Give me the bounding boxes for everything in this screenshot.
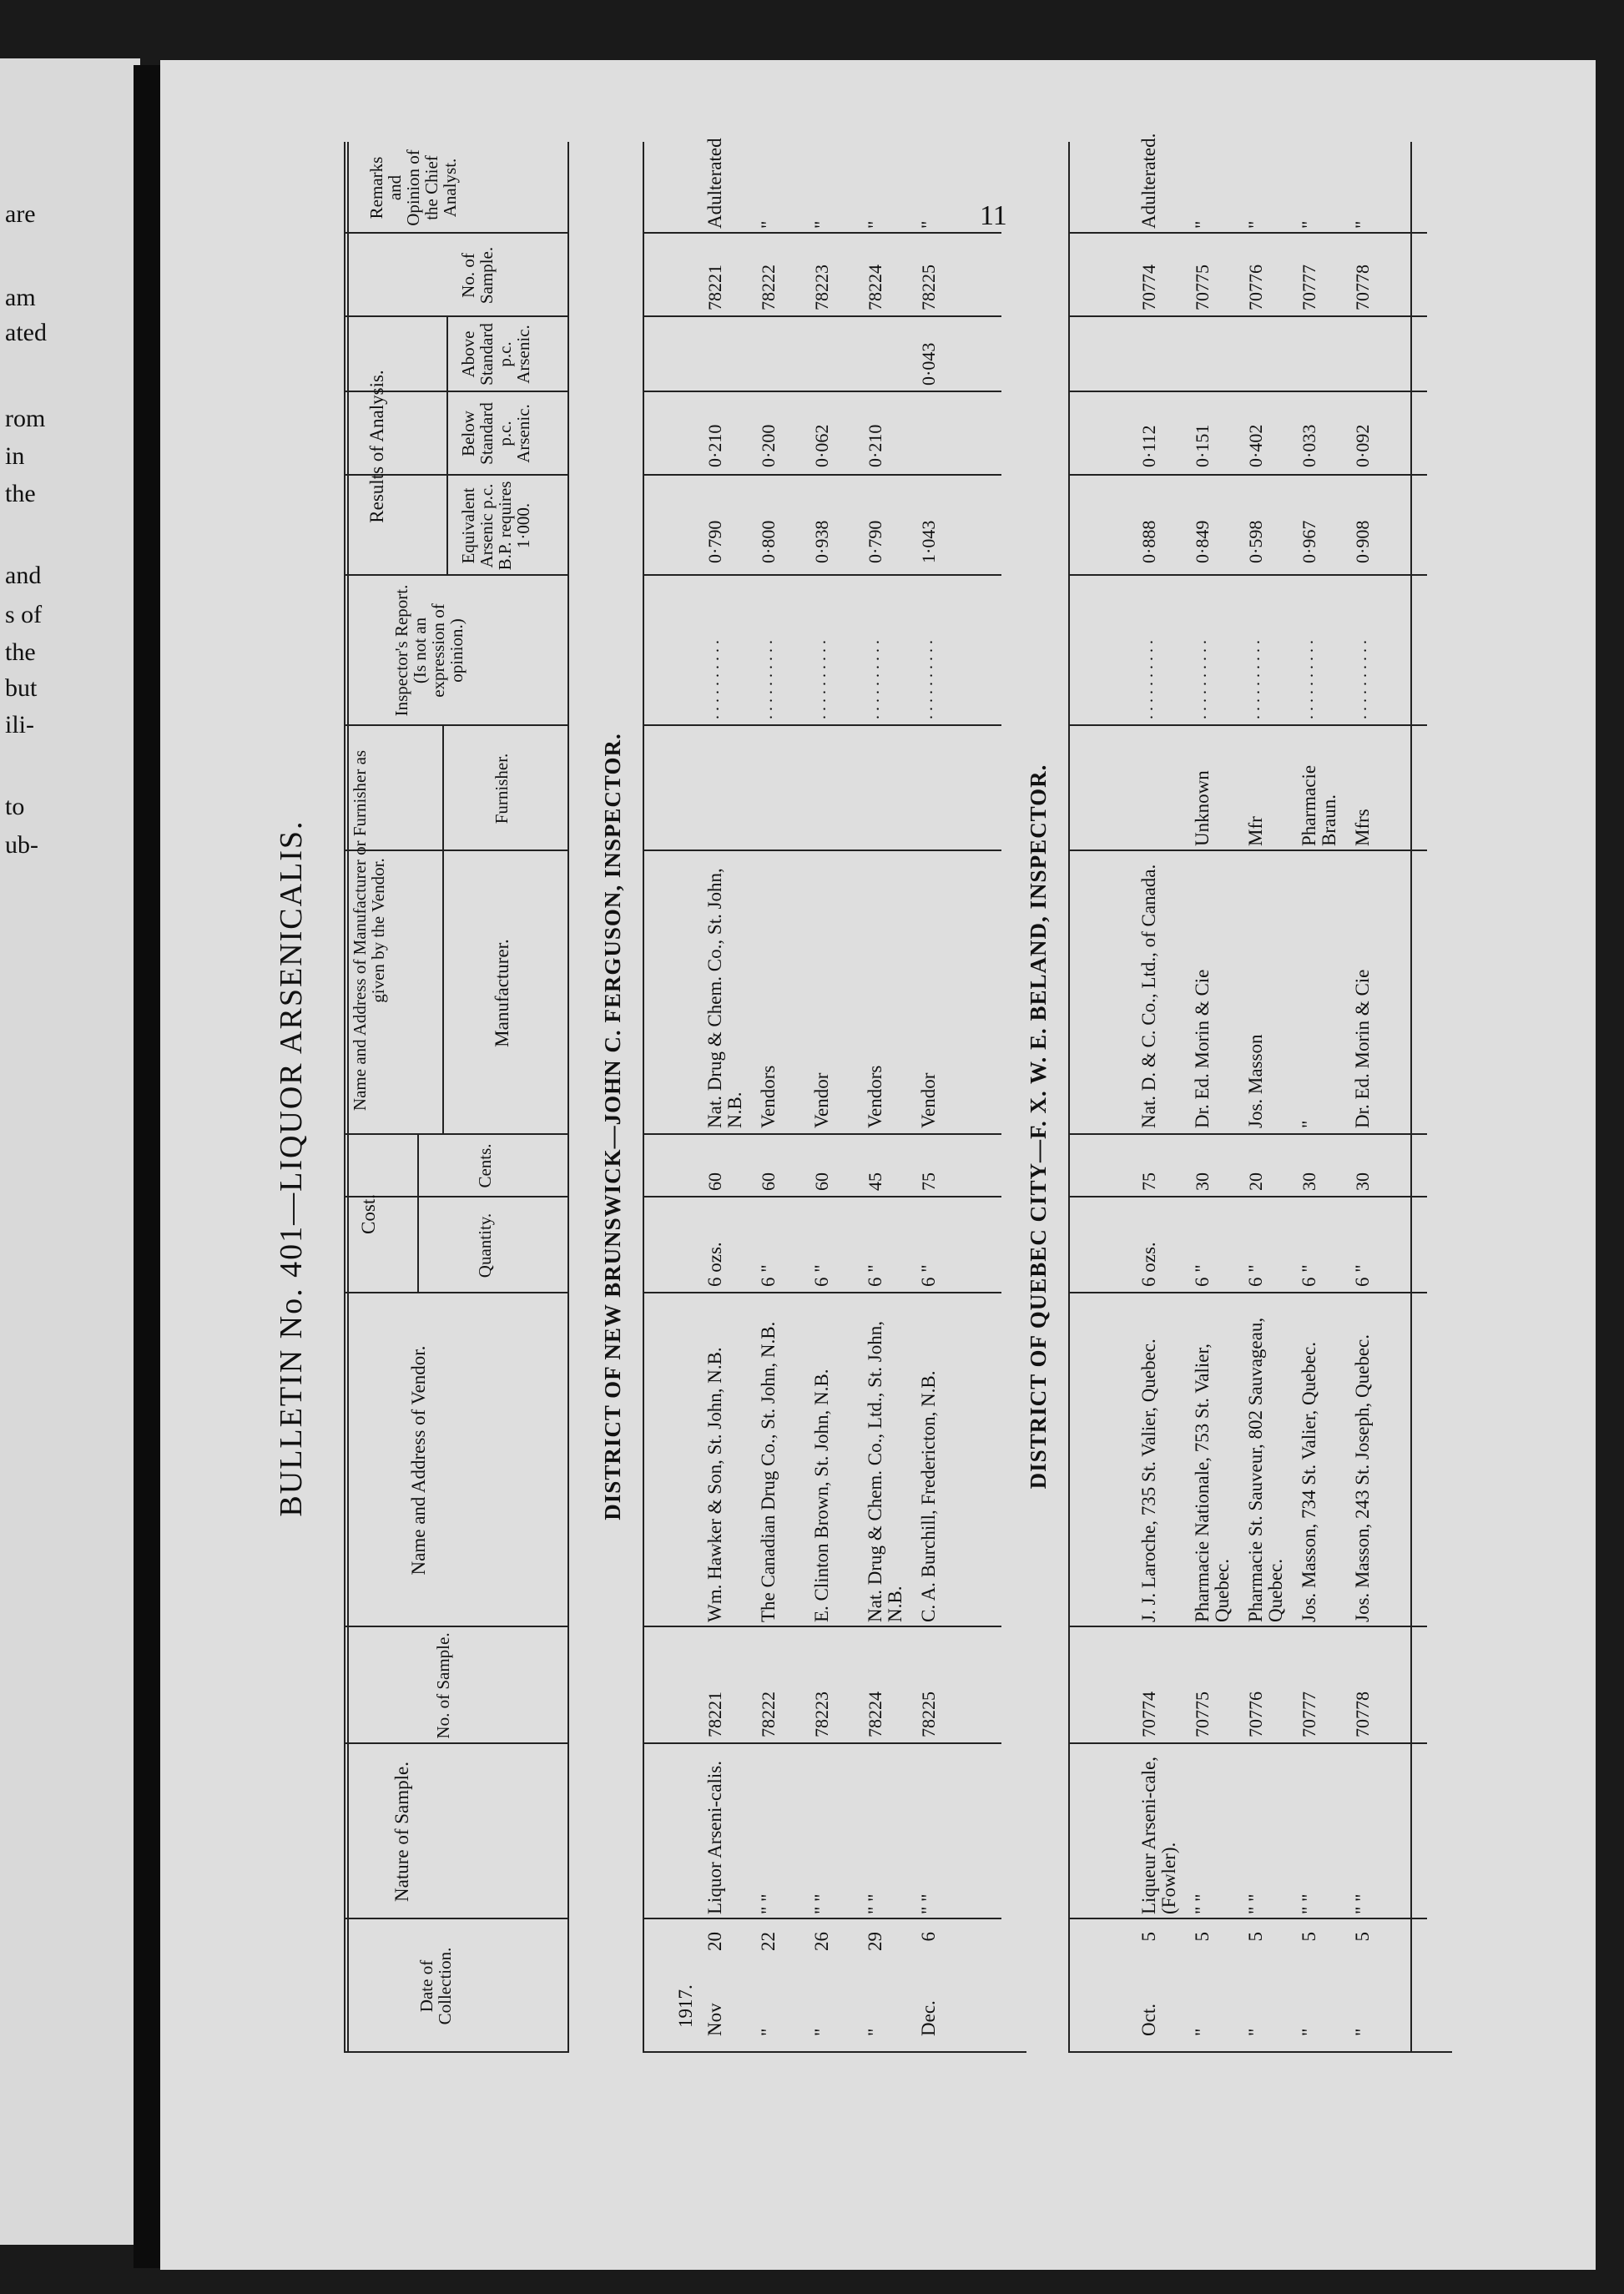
row-furnisher: Mfrs [1352, 809, 1373, 846]
row-sample-no-2: 78221 [704, 265, 725, 310]
row-inspector-leader: . . . . . . . . . . [704, 640, 723, 719]
left-page-text-fragment: s of [5, 601, 43, 628]
row-equivalent: 0·908 [1352, 520, 1373, 563]
header-column-rule [344, 1626, 567, 1627]
header-column-rule [344, 1742, 567, 1744]
row-equivalent: 0·800 [758, 520, 779, 563]
row-inspector-leader: . . . . . . . . . . [758, 640, 776, 719]
header-equivalent: Equivalent Arsenic p.c. B.P. requires 1·000. [458, 481, 534, 571]
page-number: 11 [980, 200, 1007, 231]
row-day: 5 [1192, 1932, 1213, 1942]
row-quantity: 6 " [1245, 1264, 1266, 1287]
row-equivalent: 0·598 [1245, 520, 1266, 563]
body-column-rule [643, 724, 1001, 726]
body-column-rule [1068, 232, 1427, 234]
left-page-edge [0, 58, 140, 2245]
body-column-rule [643, 474, 1001, 476]
row-furnisher: Pharmacie Braun. [1299, 764, 1340, 846]
row-month: " [1192, 2028, 1213, 2036]
left-page-text-fragment: rom [5, 405, 46, 432]
row-month: " [758, 2028, 779, 2036]
row-quantity: 6 ozs. [1138, 1242, 1159, 1287]
row-quantity: 6 " [811, 1264, 832, 1287]
row-below-standard: 0·200 [758, 424, 779, 467]
row-quantity: 6 " [1192, 1264, 1213, 1287]
row-nature: " " [1299, 1893, 1319, 1914]
header-furnisher: Furnisher. [492, 753, 512, 824]
row-nature: " " [918, 1893, 939, 1914]
row-sample-no: 70777 [1299, 1692, 1319, 1737]
row-day: 26 [811, 1932, 832, 1951]
cost-subheader-rule [417, 1135, 419, 1293]
header-bottom-rule [567, 142, 569, 2053]
body-column-rule [1068, 1626, 1427, 1627]
row-remarks: " [918, 220, 939, 229]
row-vendor: Jos. Masson, 734 St. Valier, Quebec. [1299, 1342, 1319, 1622]
row-sample-no: 70778 [1352, 1692, 1373, 1737]
body-column-rule [643, 574, 1001, 576]
row-day: 6 [918, 1932, 939, 1942]
row-manufacturer: Nat. Drug & Chem. Co., St. John, N.B. [704, 868, 746, 1128]
row-vendor: Jos. Masson, 243 St. Joseph, Quebec. [1352, 1334, 1373, 1622]
row-sample-no-2: 70777 [1299, 265, 1319, 310]
row-month: Nov [704, 2003, 725, 2036]
mfr-subheader-rule [442, 726, 444, 1135]
row-quantity: 6 " [1299, 1264, 1319, 1287]
row-sample-no-2: 78222 [758, 265, 779, 310]
row-equivalent: 0·888 [1138, 520, 1159, 563]
row-below-standard: 0·033 [1299, 424, 1319, 467]
row-manufacturer: Nat. D. & C. Co., Ltd., of Canada. [1138, 864, 1159, 1128]
row-nature: " " [758, 1893, 779, 1914]
body-column-rule [643, 1133, 1001, 1135]
row-day: 5 [1138, 1932, 1159, 1942]
row-vendor: E. Clinton Brown, St. John, N.B. [811, 1369, 832, 1622]
row-sample-no: 70775 [1192, 1692, 1213, 1737]
header-date: Date of Collection. [416, 1947, 456, 2025]
row-nature: Liqueur Arseni-cale, (Fowler). [1138, 1756, 1180, 1914]
row-below-standard: 0·210 [865, 424, 885, 467]
row-sample-no: 78223 [811, 1692, 832, 1737]
row-day: 5 [1299, 1932, 1319, 1942]
left-page-text-fragment: in [5, 442, 25, 470]
row-cents: 60 [758, 1172, 779, 1191]
header-inspector: Inspector's Report. (Is not an expression of opinion.) [391, 584, 467, 717]
body-column-rule [643, 850, 1001, 851]
row-nature: " " [865, 1893, 885, 1914]
row-quantity: 6 " [865, 1264, 885, 1287]
district-rule [1068, 142, 1070, 2053]
left-page-text-fragment: ub- [5, 831, 38, 859]
header-below: Below Standard p.c. Arsenic. [458, 402, 534, 465]
left-page-text-fragment: ated [5, 319, 47, 346]
body-column-rule [1068, 391, 1427, 392]
row-cents: 20 [1245, 1172, 1266, 1191]
row-day: 29 [865, 1932, 885, 1951]
header-remarks: Remarks and Opinion of the Chief Analyst. [366, 149, 461, 226]
row-remarks: " [1299, 220, 1319, 229]
row-remarks: " [1245, 220, 1266, 229]
left-page-text-fragment: and [5, 562, 42, 589]
row-below-standard: 0·210 [704, 424, 725, 467]
row-inspector-leader: . . . . . . . . . . [1299, 640, 1317, 719]
row-sample-no: 78224 [865, 1692, 885, 1737]
row-month: Oct. [1138, 2004, 1159, 2036]
header-cost: Cost. [358, 1194, 379, 1234]
district-rule [643, 142, 644, 2053]
header-top-rule [344, 142, 345, 2053]
body-column-rule [643, 1918, 1001, 1919]
row-sample-no-2: 78224 [865, 265, 885, 310]
row-below-standard: 0·092 [1352, 424, 1373, 467]
rotated-table [250, 133, 1419, 2178]
row-day: 5 [1245, 1932, 1266, 1942]
row-manufacturer: Vendor [918, 1072, 939, 1128]
header-cents: Cents. [475, 1143, 495, 1188]
header-manufacturer: Manufacturer. [492, 939, 512, 1047]
district-heading: DISTRICT OF NEW BRUNSWICK—JOHN C. FERGUSON, INSPECTOR. [600, 733, 625, 1520]
row-below-standard: 0·112 [1138, 425, 1159, 467]
district-heading: DISTRICT OF QUEBEC CITY—F. X. W. E. BELAND, INSPECTOR. [1026, 764, 1051, 1490]
row-sample-no: 78222 [758, 1692, 779, 1737]
row-quantity: 6 ozs. [704, 1242, 725, 1287]
header-vendor: Name and Address of Vendor. [408, 1345, 429, 1576]
row-inspector-leader: . . . . . . . . . . [918, 640, 936, 719]
row-sample-no: 78225 [918, 1692, 939, 1737]
row-manufacturer: Vendor [811, 1072, 832, 1128]
row-quantity: 6 " [1352, 1264, 1373, 1287]
row-sample-no-2: 70774 [1138, 265, 1159, 310]
row-cents: 45 [865, 1172, 885, 1191]
row-month: " [1245, 2028, 1266, 2036]
body-column-rule [643, 1626, 1001, 1627]
row-manufacturer: Jos. Masson [1245, 1034, 1266, 1128]
header-column-rule [344, 1918, 567, 1919]
row-cents: 30 [1352, 1172, 1373, 1191]
body-column-rule [643, 2051, 1026, 2053]
row-nature: " " [1352, 1893, 1373, 1914]
left-page-text-fragment: but [5, 674, 38, 702]
row-inspector-leader: . . . . . . . . . . [865, 640, 883, 719]
header-column-rule [344, 232, 567, 234]
row-inspector-leader: . . . . . . . . . . [811, 640, 830, 719]
row-vendor: J. J. Laroche, 735 St. Valier, Quebec. [1138, 1339, 1159, 1622]
row-quantity: 6 " [758, 1264, 779, 1287]
results-subheader-rule [446, 317, 448, 576]
row-manufacturer: Vendors [758, 1065, 779, 1128]
body-column-rule [643, 315, 1001, 317]
body-column-rule [1068, 1292, 1427, 1293]
header-column-rule [344, 724, 567, 726]
row-sample-no-2: 70778 [1352, 265, 1373, 310]
row-inspector-leader: . . . . . . . . . . [1192, 640, 1210, 719]
body-column-rule [1068, 2051, 1452, 2053]
row-equivalent: 1·043 [918, 520, 939, 563]
body-column-rule [643, 232, 1001, 234]
row-above-standard: 0·043 [918, 342, 939, 386]
row-month: " [1352, 2028, 1373, 2036]
header-no-sample-2: No. of Sample. [458, 246, 497, 305]
body-column-rule [1068, 850, 1427, 851]
row-sample-no: 70776 [1245, 1692, 1266, 1737]
left-page-text-fragment: the [5, 638, 36, 666]
row-sample-no-2: 78225 [918, 265, 939, 310]
row-remarks: " [865, 220, 885, 229]
row-equivalent: 0·849 [1192, 520, 1213, 563]
row-month: " [1299, 2028, 1319, 2036]
row-day: 5 [1352, 1932, 1373, 1942]
body-column-rule [643, 391, 1001, 392]
row-remarks: " [811, 220, 832, 229]
left-page-text-fragment: the [5, 480, 36, 507]
body-column-rule [643, 1196, 1001, 1197]
header-top-rule [347, 142, 349, 2053]
row-vendor: Wm. Hawker & Son, St. John, N.B. [704, 1347, 725, 1622]
row-manufacturer: Vendors [865, 1065, 885, 1128]
left-page-text-fragment: to [5, 793, 25, 820]
body-column-rule [643, 1292, 1001, 1293]
row-day: 20 [704, 1932, 725, 1951]
row-equivalent: 0·967 [1299, 520, 1319, 563]
row-furnisher: Unknown [1192, 770, 1213, 846]
body-column-rule [643, 1742, 1001, 1744]
table-title: BULLETIN No. 401—LIQUOR ARSENICALIS. [274, 819, 309, 1517]
left-page-text-fragment: are [5, 200, 36, 228]
left-page-text-fragment: ili- [5, 711, 34, 739]
table-bottom-rule [1410, 142, 1412, 2053]
body-column-rule [1068, 474, 1427, 476]
row-vendor: C. A. Burchill, Fredericton, N.B. [918, 1370, 939, 1622]
row-remarks: " [1352, 220, 1373, 229]
row-vendor: Nat. Drug & Chem. Co., Ltd., St. John, N.B. [865, 1321, 906, 1622]
row-remarks: Adulterated. [1138, 133, 1159, 229]
row-below-standard: 0·402 [1245, 424, 1266, 467]
row-manufacturer: Dr. Ed. Morin & Cie [1352, 969, 1373, 1128]
row-sample-no: 70774 [1138, 1692, 1159, 1737]
row-month: " [811, 2028, 832, 2036]
row-cents: 30 [1299, 1172, 1319, 1191]
row-manufacturer: " [1299, 1120, 1319, 1128]
row-vendor: Pharmacie Nationale, 753 St. Valier, Quebec. [1192, 1344, 1233, 1622]
row-sample-no: 78221 [704, 1692, 725, 1737]
row-furnisher: Mfr [1245, 816, 1266, 846]
header-no-sample: No. of Sample. [433, 1632, 453, 1739]
row-remarks: Adulterated [704, 138, 725, 229]
row-day: 22 [758, 1932, 779, 1951]
body-column-rule [1068, 1742, 1427, 1744]
row-sample-no-2: 70775 [1192, 265, 1213, 310]
header-quantity: Quantity. [475, 1213, 495, 1278]
header-above: Above Standard p.c. Arsenic. [458, 323, 534, 386]
row-quantity: 6 " [918, 1264, 939, 1287]
row-cents: 75 [1138, 1172, 1159, 1191]
row-cents: 30 [1192, 1172, 1213, 1191]
row-manufacturer: Dr. Ed. Morin & Cie [1192, 969, 1213, 1128]
row-remarks: " [758, 220, 779, 229]
row-nature: " " [1192, 1893, 1213, 1914]
body-column-rule [1068, 1918, 1427, 1919]
year-label: 1917. [675, 1984, 696, 2028]
row-cents: 75 [918, 1172, 939, 1191]
body-column-rule [1068, 1133, 1427, 1135]
header-mfr-group: Name and Address of Manufacturer or Furnisher as given by the Vendor. [350, 749, 389, 1112]
row-inspector-leader: . . . . . . . . . . [1352, 640, 1370, 719]
row-equivalent: 0·790 [704, 520, 725, 563]
row-below-standard: 0·151 [1192, 424, 1213, 467]
row-remarks: " [1192, 220, 1213, 229]
row-vendor: Pharmacie St. Sauveur, 802 Sauvageau, Quebec. [1245, 1317, 1287, 1622]
row-cents: 60 [704, 1172, 725, 1191]
row-equivalent: 0·938 [811, 520, 832, 563]
body-column-rule [1068, 574, 1427, 576]
row-sample-no-2: 70776 [1245, 265, 1266, 310]
row-nature: Liquor Arseni-calis. [704, 1761, 725, 1914]
body-column-rule [1068, 315, 1427, 317]
body-column-rule [1068, 724, 1427, 726]
row-inspector-leader: . . . . . . . . . . [1245, 640, 1263, 719]
row-sample-no-2: 78223 [811, 265, 832, 310]
left-page-text-fragment: am [5, 284, 36, 311]
row-cents: 60 [811, 1172, 832, 1191]
row-month: Dec. [918, 2000, 939, 2036]
row-vendor: The Canadian Drug Co., St. John, N.B. [758, 1321, 779, 1622]
row-nature: " " [811, 1893, 832, 1914]
header-results: Results of Analysis. [366, 370, 387, 523]
row-below-standard: 0·062 [811, 424, 832, 467]
header-column-rule [344, 2051, 567, 2053]
row-month: " [865, 2028, 885, 2036]
row-nature: " " [1245, 1893, 1266, 1914]
header-nature: Nature of Sample. [391, 1762, 412, 1902]
row-inspector-leader: . . . . . . . . . . [1138, 640, 1157, 719]
body-column-rule [1068, 1196, 1427, 1197]
row-equivalent: 0·790 [865, 520, 885, 563]
book-spine [134, 65, 162, 2268]
